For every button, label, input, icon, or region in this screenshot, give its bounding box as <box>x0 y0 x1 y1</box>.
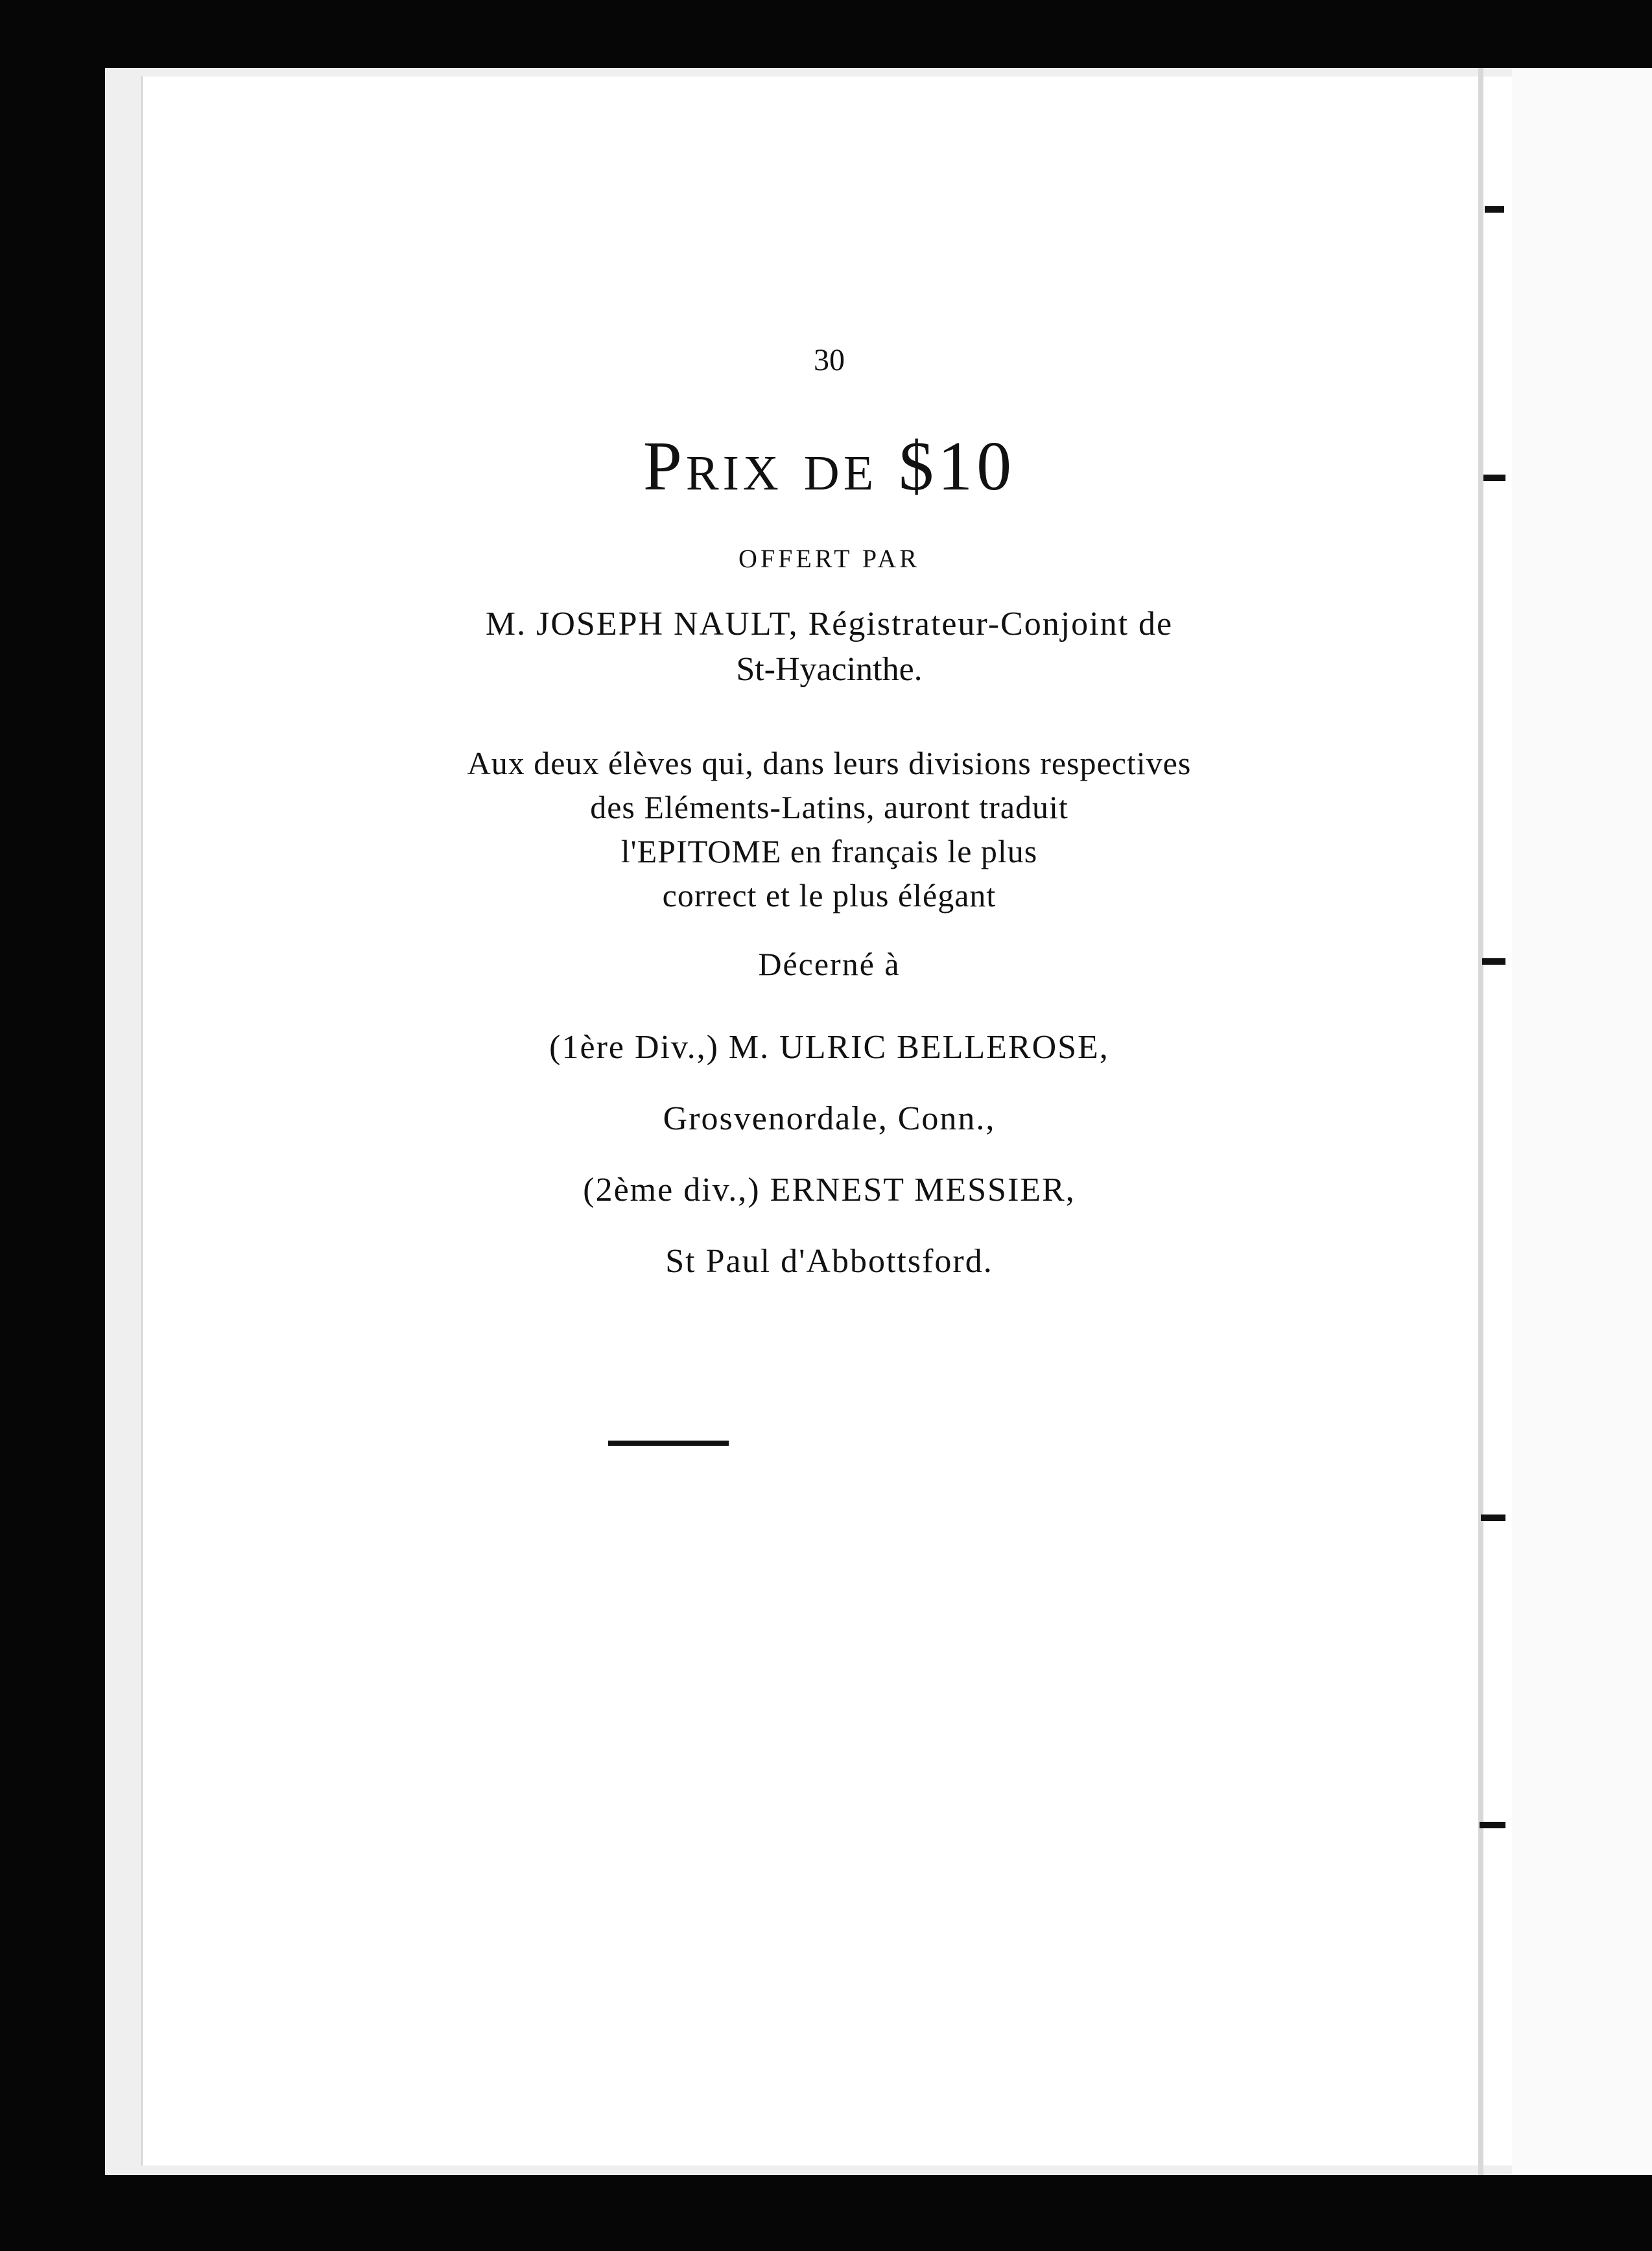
description-line: l'EPITOME en français le plus <box>620 833 1038 869</box>
donor-place-line: St-Hyacinthe. <box>736 651 923 688</box>
page-number: 30 <box>814 343 845 377</box>
edge-mark <box>1480 1822 1505 1828</box>
winner-line: Grosvenordale, Conn., <box>663 1100 996 1137</box>
awarded-label: Décerné à <box>758 946 901 982</box>
offered-by-label: OFFERT PAR <box>738 544 920 573</box>
adjacent-page-edge <box>1512 68 1652 2175</box>
winner-line: St Paul d'Abbottsford. <box>665 1243 993 1280</box>
donor-name-line: M. JOSEPH NAULT, Régistrateur-Conjoint de <box>485 606 1174 642</box>
winner-line: (2ème div.,) ERNEST MESSIER, <box>583 1172 1076 1208</box>
description-line: des Eléments-Latins, auront traduit <box>590 789 1068 825</box>
description-line: correct et le plus élégant <box>662 877 997 913</box>
winner-line: (1ère Div.,) M. ULRIC BELLEROSE, <box>549 1029 1109 1066</box>
edge-mark <box>1485 206 1504 213</box>
section-divider-rule <box>608 1441 729 1446</box>
edge-mark <box>1481 1514 1505 1521</box>
description-line: Aux deux élèves qui, dans leurs divisions respectives <box>467 745 1192 781</box>
prize-title: Prix de $10 <box>643 428 1016 505</box>
